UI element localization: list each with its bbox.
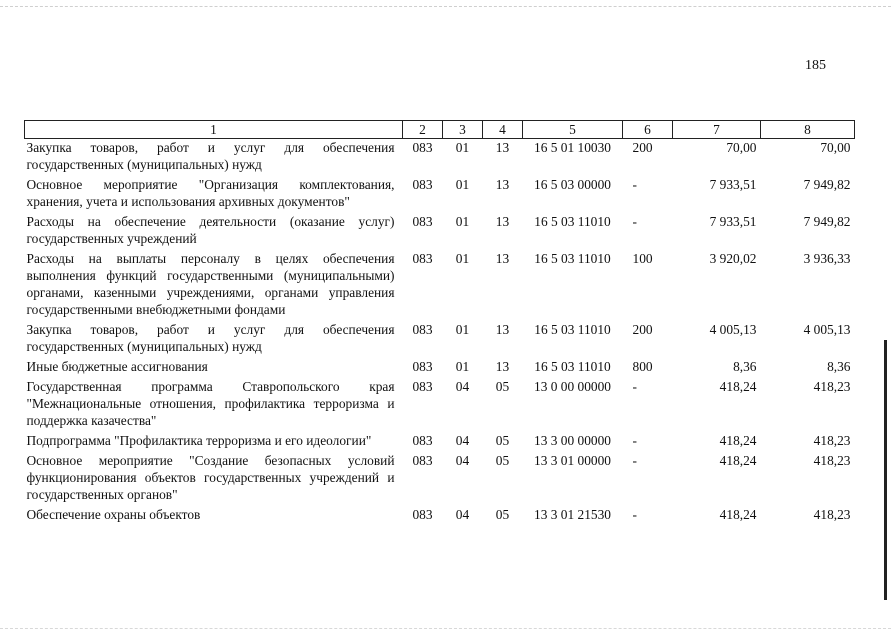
scan-right-edge xyxy=(884,340,887,600)
row-subsection: 05 xyxy=(495,453,510,468)
row-target-article: 13 3 01 00000 xyxy=(534,453,611,468)
row-expense-type: - xyxy=(632,177,637,192)
row-amount-8: 418,23 xyxy=(813,507,851,522)
row-target-article: 16 5 03 11010 xyxy=(534,322,611,337)
header-cell: 1 xyxy=(25,121,403,139)
header-cell: 7 xyxy=(673,121,761,139)
row-code: 083 xyxy=(412,140,433,155)
row-name: Иные бюджетные ассигнования xyxy=(26,359,208,374)
row-amount-7: 418,24 xyxy=(719,379,757,394)
table-row xyxy=(25,506,855,526)
table-row xyxy=(25,432,855,452)
row-name: Обеспечение охраны объектов xyxy=(26,507,201,522)
row-name: Государственная программа Ставропольского края "Межнациональные отношения, профилактика терроризма и поддержка казачества" xyxy=(26,379,395,428)
budget-table xyxy=(24,120,855,526)
row-amount-8: 418,23 xyxy=(813,433,851,448)
table-row xyxy=(25,378,855,432)
table-row xyxy=(25,321,855,358)
row-subsection: 13 xyxy=(495,177,510,192)
row-amount-7: 70,00 xyxy=(726,140,757,155)
row-target-article: 16 5 01 10030 xyxy=(534,140,611,155)
row-name: Подпрограмма "Профилактика терроризма и его идеологии" xyxy=(26,433,372,448)
row-subsection: 05 xyxy=(495,379,510,394)
row-subsection: 05 xyxy=(495,507,510,522)
row-target-article: 16 5 03 11010 xyxy=(534,251,611,266)
row-section: 04 xyxy=(455,507,470,522)
row-section: 01 xyxy=(455,177,470,192)
row-amount-8: 418,23 xyxy=(813,379,851,394)
row-name: Закупка товаров, работ и услуг для обеспечения государственных (муниципальных) нужд xyxy=(26,322,395,354)
header-cell: 2 xyxy=(403,121,443,139)
row-expense-type: 100 xyxy=(632,251,653,266)
row-subsection: 13 xyxy=(495,214,510,229)
row-target-article: 13 0 00 00000 xyxy=(534,379,611,394)
row-name: Основное мероприятие "Создание безопасных условий функционирования объектов государственных учреждений и государственных органов" xyxy=(26,453,395,502)
row-target-article: 13 3 00 00000 xyxy=(534,433,611,448)
row-code: 083 xyxy=(412,453,433,468)
row-section: 01 xyxy=(455,359,470,374)
row-section: 04 xyxy=(455,433,470,448)
row-expense-type: - xyxy=(632,433,637,448)
row-subsection: 13 xyxy=(495,359,510,374)
row-amount-7: 4 005,13 xyxy=(709,322,757,337)
row-code: 083 xyxy=(412,379,433,394)
row-expense-type: - xyxy=(632,453,637,468)
row-amount-7: 418,24 xyxy=(719,507,757,522)
row-code: 083 xyxy=(412,507,433,522)
row-amount-7: 418,24 xyxy=(719,453,757,468)
row-section: 04 xyxy=(455,379,470,394)
scan-top-edge xyxy=(0,6,891,7)
table-row xyxy=(25,176,855,213)
row-amount-8: 7 949,82 xyxy=(803,177,851,192)
table-row xyxy=(25,452,855,506)
row-section: 01 xyxy=(455,214,470,229)
row-amount-7: 7 933,51 xyxy=(709,177,757,192)
row-subsection: 05 xyxy=(495,433,510,448)
row-amount-8: 4 005,13 xyxy=(803,322,851,337)
row-code: 083 xyxy=(412,322,433,337)
row-subsection: 13 xyxy=(495,322,510,337)
row-target-article: 16 5 03 11010 xyxy=(534,359,611,374)
table-row xyxy=(25,250,855,321)
row-section: 04 xyxy=(455,453,470,468)
row-expense-type: 200 xyxy=(632,322,653,337)
row-code: 083 xyxy=(412,433,433,448)
row-expense-type: 200 xyxy=(632,140,653,155)
row-subsection: 13 xyxy=(495,251,510,266)
row-expense-type: - xyxy=(632,214,637,229)
row-expense-type: - xyxy=(632,507,637,522)
row-amount-7: 7 933,51 xyxy=(709,214,757,229)
row-name: Основное мероприятие "Организация комплектования, хранения, учета и использования архивных документов" xyxy=(26,177,395,209)
table-row xyxy=(25,358,855,378)
row-code: 083 xyxy=(412,177,433,192)
row-target-article: 16 5 03 11010 xyxy=(534,214,611,229)
header-cell: 3 xyxy=(443,121,483,139)
row-subsection: 13 xyxy=(495,140,510,155)
header-cell: 8 xyxy=(761,121,855,139)
row-name: Расходы на выплаты персоналу в целях обеспечения выполнения функций государственными (муниципальными) органами, казенными учреждениями, органами управления государственными внебюджетными фондами xyxy=(26,251,395,317)
row-amount-7: 8,36 xyxy=(733,359,757,374)
row-amount-8: 8,36 xyxy=(827,359,851,374)
scan-bottom-edge xyxy=(0,628,891,629)
row-target-article: 16 5 03 00000 xyxy=(534,177,611,192)
row-expense-type: - xyxy=(632,379,637,394)
row-amount-8: 70,00 xyxy=(820,140,851,155)
row-name: Закупка товаров, работ и услуг для обеспечения государственных (муниципальных) нужд xyxy=(26,140,395,172)
header-cell: 6 xyxy=(623,121,673,139)
row-amount-7: 418,24 xyxy=(719,433,757,448)
table-header-row xyxy=(25,121,855,139)
row-expense-type: 800 xyxy=(632,359,653,374)
row-code: 083 xyxy=(412,359,433,374)
row-section: 01 xyxy=(455,140,470,155)
row-amount-7: 3 920,02 xyxy=(709,251,757,266)
row-target-article: 13 3 01 21530 xyxy=(534,507,611,522)
row-amount-8: 3 936,33 xyxy=(803,251,851,266)
row-name: Расходы на обеспечение деятельности (оказание услуг) государственных учреждений xyxy=(26,214,395,246)
row-code: 083 xyxy=(412,251,433,266)
row-section: 01 xyxy=(455,322,470,337)
table-row xyxy=(25,139,855,177)
header-cell: 4 xyxy=(483,121,523,139)
header-cell: 5 xyxy=(523,121,623,139)
row-section: 01 xyxy=(455,251,470,266)
table-row xyxy=(25,213,855,250)
row-amount-8: 7 949,82 xyxy=(803,214,851,229)
page-number: 185 xyxy=(805,58,826,73)
row-amount-8: 418,23 xyxy=(813,453,851,468)
row-code: 083 xyxy=(412,214,433,229)
